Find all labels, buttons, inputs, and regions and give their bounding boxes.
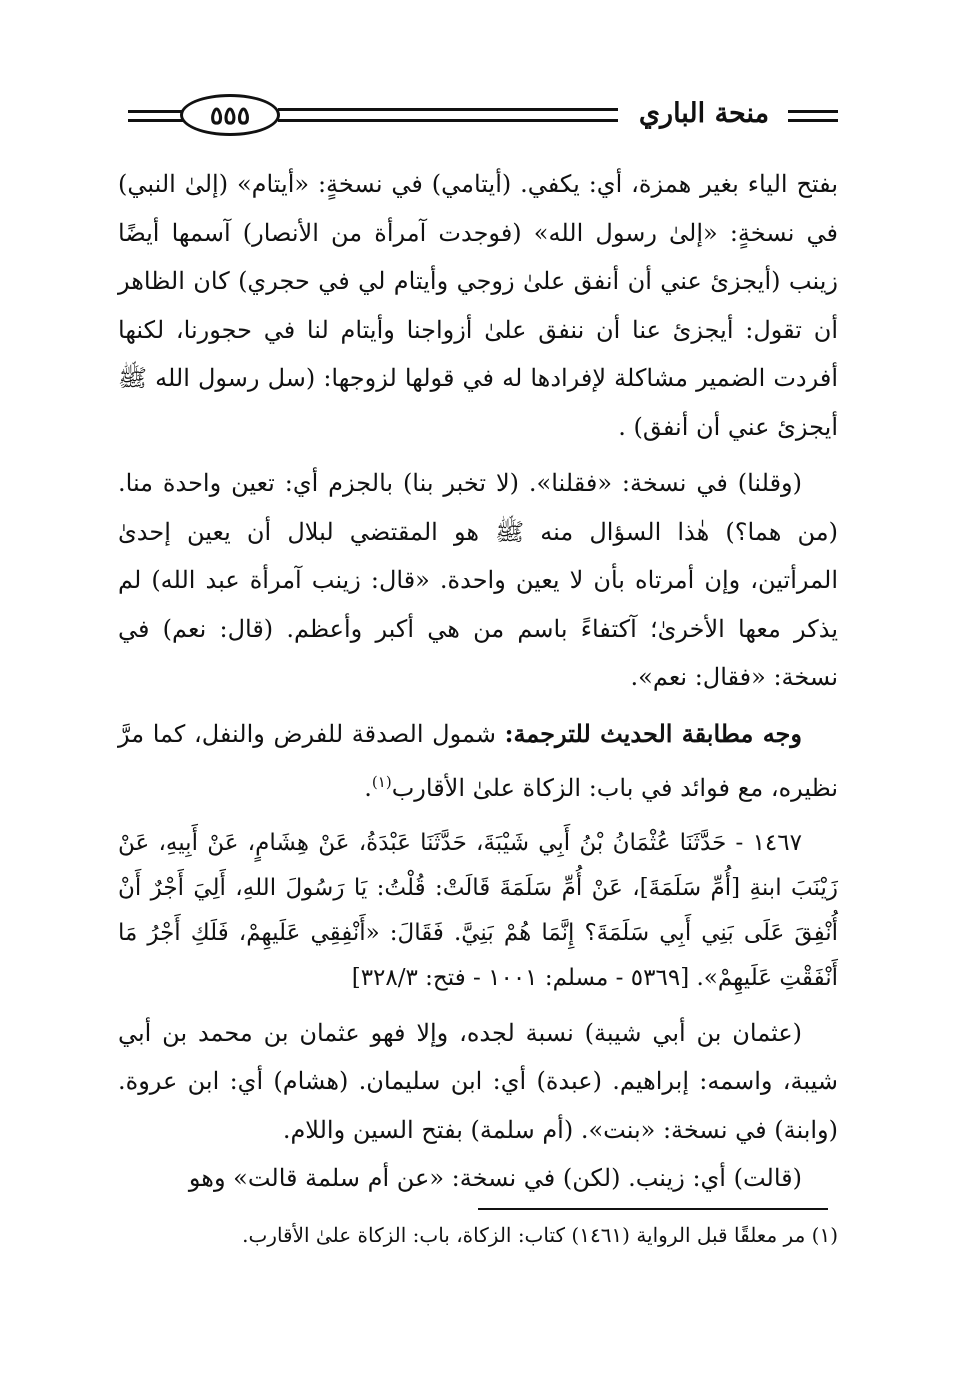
running-title: منحة الباري [638, 98, 770, 129]
page-number: ٥٥٥ [209, 100, 251, 130]
paragraph-commentary-1: بفتح الياء بغير همزة، أي: يكفي. (أيتامي) في نسخةٍ: «أيتام» (إلىٰ النبي) في نسخةٍ: «إلىٰ رسول الله» (فوجدت آمرأة من الأنصار) آسمها أيضًا زينب (أيجزئ عني أن أنفق علىٰ زوجي وأيتام لي في حجري) كان الظاهر أن تقول: أيجزئ عنا أن ننفق علىٰ أزواجنا وأيتام لنا في حجورنا، لكنها أفردت الضمير مشاكلة لإفرادها له في قولها لزوجها: (سل رسول الله ﷺ أيجزئ عني أن أنفق) . [118, 170, 838, 441]
header-double-rule-left [128, 110, 183, 122]
hadith-1467: ١٤٦٧ - حَدَّثَنَا عُثْمَانُ بْنُ أَبِي شَيْبَةَ، حَدَّثَنَا عَبْدَةُ، عَنْ هِشَامٍ، عَنْ أَبِيهِ، عَنْ زَيْنَبَ ابنةِ [أُمِّ سَلَمَةَ]، عَنْ أُمِّ سَلَمَةَ قَالَتْ: قُلْتُ: يَا رَسُولَ اللهِ، أَلِيَ أَجْرٌ أَنْ أُنْفِقَ عَلَى بَنِي أَبِي سَلَمَةَ؟ إِنَّمَا هُمْ بَنِيَّ. فَقَالَ: «أَنْفِقِي عَلَيهِمْ، فَلَكِ أَجْرُ مَا أَنْفَقْتِ عَلَيهِمْ». [٥٣٦٩ - مسلم: ١٠٠١ - فتح: ٣٢٨/٣] [118, 829, 838, 991]
header-double-rule-middle [278, 108, 618, 122]
paragraph-commentary-2: (وقلنا) في نسخة: «فقلنا». (لا تخبر بنا) بالجزم أي: تعين واحدة منا. (من هما؟) هٰذا السؤال منه ﷺ هو المقتضي لبلال أن يعين إحدىٰ المرأتين، وإن أمرتاه بأن لا يعين واحدة. «قال: زينب آمرأة عبد الله) لم يذكر معها الأخرىٰ؛ آكتفاءً باسم من هي أكبر وأعظم. (قال: نعم) في نسخة: «فقال: نعم». [118, 469, 838, 691]
footnote: (١) مر معلقًا قبل الرواية (١٤٦١) كتاب: الزكاة، باب: الزكاة علىٰ الأقارب. [242, 1223, 838, 1247]
correspondence-end: . [364, 774, 372, 802]
correspondence-heading: وجه مطابقة الحديث للترجمة: [504, 718, 802, 748]
correspondence-text: شمول الصدقة للفرض والنفل، كما مرَّ نظيره، مع فوائد في باب: الزكاة علىٰ الأقارب [118, 719, 838, 802]
header-double-rule-right [788, 110, 838, 122]
page-number-oval [180, 94, 280, 136]
paragraph-commentary-3: (عثمان بن أبي شيبة) نسبة لجده، وإلا فهو عثمان بن محمد بن أبي شيبة، واسمه: إبراهيم. (عبدة) أي: ابن سليمان. (هشام) أي: ابن عروة. (وابنة) في نسخة: «بنت». (أم سلمة) بفتح السين واللام. [118, 1018, 838, 1144]
footnote-separator [478, 1208, 828, 1210]
page-header [118, 88, 838, 144]
main-text [118, 160, 838, 1203]
paragraph-commentary-4: (قالت) أي: زينب. (لكن) في نسخة: «عن أم سلمة قالت» وهو [188, 1164, 802, 1192]
paragraph-correspondence [118, 710, 838, 813]
footnote-marker: (١) [371, 773, 392, 791]
